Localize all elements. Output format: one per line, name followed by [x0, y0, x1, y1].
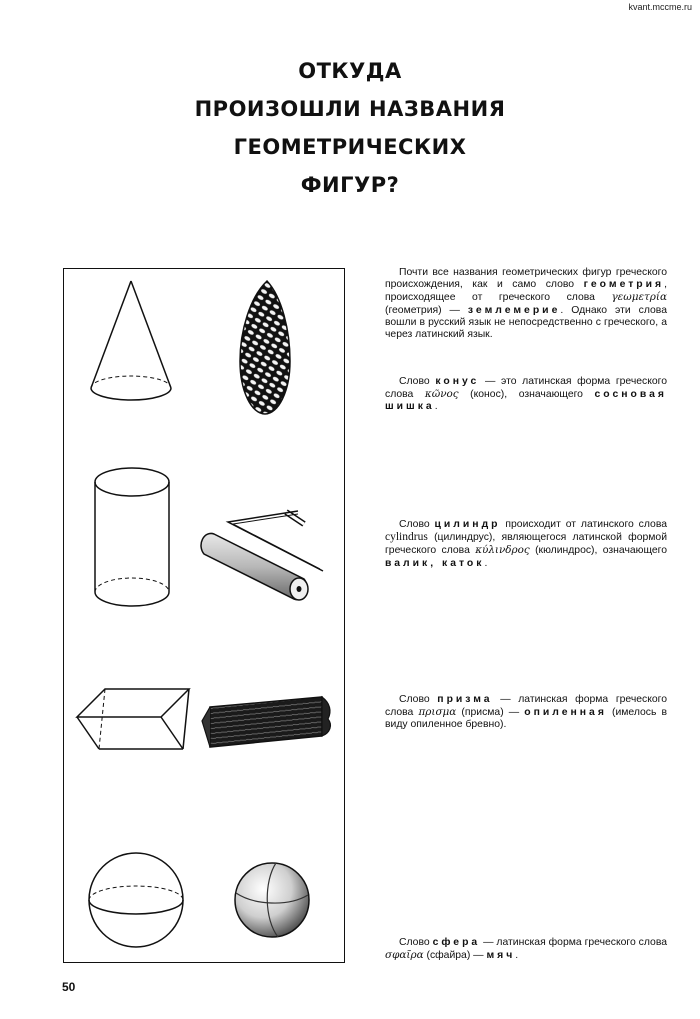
- paragraph-prism: Слово призма — латинская форма греческого слова πρισμα (присма) — опиленная (имелось в виду опиленное бревно).: [385, 694, 667, 731]
- greek-word: κῶνος: [424, 388, 459, 401]
- paragraph-cone: Слово конус — это латинская форма греческого слова κῶνος (конос), означающего сосновая шишка.: [385, 376, 668, 413]
- pine-cone-icon: [240, 281, 290, 414]
- page-title: [0, 52, 700, 204]
- title-line-4: ФИГУР?: [300, 173, 400, 197]
- prism-drawing: [77, 689, 189, 749]
- paragraph-intro: Почти все названия геометрических фигур греческого происхождения, как и само слово геометрия, происходящее от греческого слова γεωμετρία (геометрия) — землемерие. Однако эти слова вошли в русский язык не непосредственно с греческого, а через латинский язык.: [385, 267, 667, 341]
- term-cylinder: цилиндр: [434, 519, 501, 530]
- term-meaning: мяч: [486, 950, 516, 962]
- greek-word: πρισμα: [418, 706, 457, 719]
- title-line-2: ПРОИЗОШЛИ НАЗВАНИЯ: [194, 97, 506, 121]
- title-line-3: ГЕОМЕТРИЧЕСКИХ: [233, 135, 467, 159]
- term-geometry: геометрия: [583, 279, 665, 291]
- term-sphere: сфера: [432, 937, 481, 948]
- greek-word: κύλινδρος: [475, 544, 530, 557]
- term-meaning: опиленная: [524, 707, 607, 719]
- greek-word: γεωμετρία: [611, 291, 667, 304]
- title-line-1: ОТКУДА: [298, 59, 402, 83]
- page-number: 50: [62, 980, 76, 994]
- term-meaning: землемерие: [467, 304, 561, 316]
- term-cone: конус: [435, 376, 480, 387]
- paragraph-cylinder: Слово цилиндр происходит от латинского слова cylindrus (цилиндрус), являющегося латинской формой греческого слова κύλινδρος (кюлиндрос), означающего валик, каток.: [385, 519, 668, 569]
- ball-icon: [235, 863, 309, 937]
- latin-word: cylindrus: [385, 531, 428, 544]
- sphere-drawing: [89, 853, 183, 947]
- log-icon: [202, 697, 330, 747]
- site-url: kvant.mccme.ru: [628, 2, 692, 12]
- cone-drawing: [91, 281, 171, 400]
- paragraph-sphere: Слово сфера — латинская форма греческого слова σφαῖρα (сфайра) — мяч.: [385, 937, 667, 962]
- illustrations: [64, 269, 344, 962]
- illustration-frame: [63, 268, 345, 963]
- term-meaning: валик, каток: [385, 557, 485, 569]
- term-prism: призма: [437, 694, 493, 705]
- roller-icon: [201, 511, 323, 600]
- term-meaning: сосновая шишка: [385, 389, 667, 413]
- cylinder-drawing: [95, 468, 169, 606]
- greek-word: σφαῖρα: [385, 949, 424, 962]
